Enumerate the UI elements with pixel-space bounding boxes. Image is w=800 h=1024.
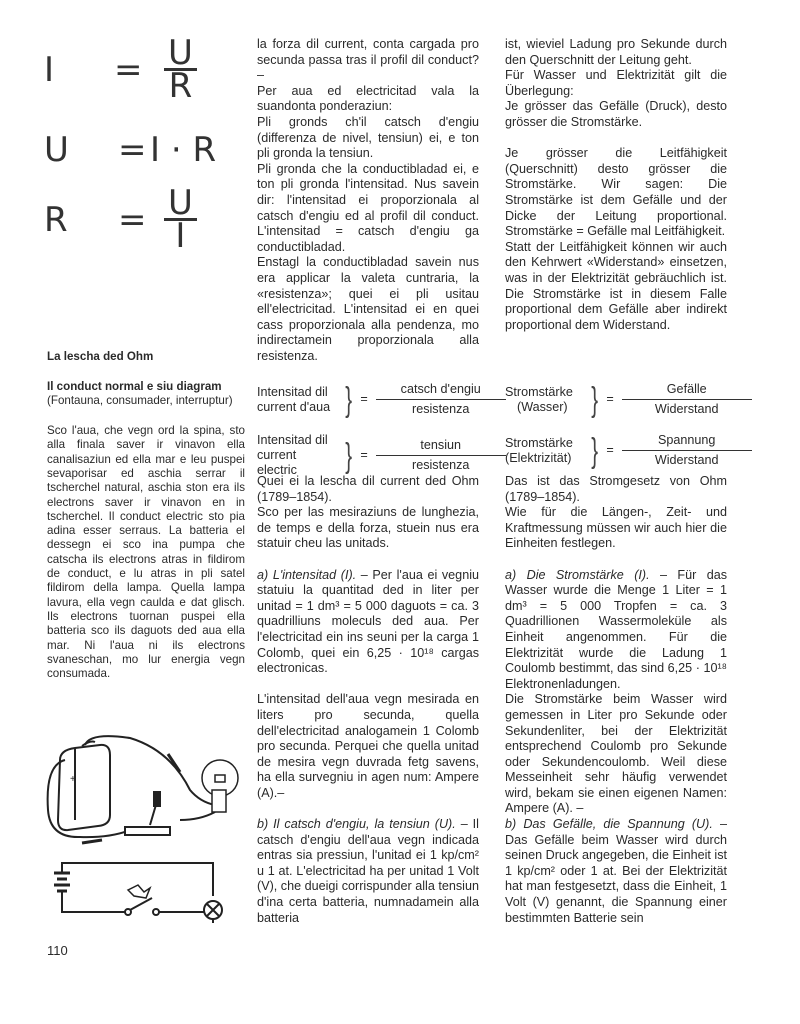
- circuit-schematic: [54, 863, 222, 923]
- paragraph: Pli gronds ch'il catsch d'engiu (differenza de nivel, tensiun) ei, e ton pli gronda la tensiun.: [257, 114, 479, 161]
- formula-equals: =: [114, 49, 143, 90]
- formula-equals: =: [118, 199, 147, 240]
- paragraph: Wie für die Längen-, Zeit- und Kraftmessung müssen wir auch hier die Einheiten festlegen.: [505, 505, 727, 551]
- brace-icon: }: [345, 380, 353, 419]
- numerator: U: [164, 188, 197, 221]
- formula-voltage: [44, 130, 216, 170]
- denominator: R: [168, 66, 193, 106]
- switch-hand-icon: [128, 885, 150, 898]
- paragraph-lead: a) Die Stromstärke (I).: [505, 567, 650, 582]
- formula-resistance: [44, 183, 197, 256]
- eq-lhs-line: Stromstärke: [505, 435, 573, 450]
- eq-lhs-line: Intensitad dil: [257, 384, 328, 399]
- formula-lhs: U: [44, 130, 69, 170]
- equation-electric-rm: [257, 433, 506, 478]
- paragraph: Die Stromstärke beim Wasser wird gemessen in Liter pro Sekunde oder Sekundenliter, bei der Elektrizität entsprechend Coulomb pro Sekunde oder Sekundencoulomb. Weil diese Messeinheit sehr häufig verwendet wird, bekam sie einen eigenen Namen: Ampere (A). –: [505, 692, 727, 816]
- paragraph: Je grösser die Leitfähigkeit (Querschnitt) desto grösser die Stromstärke. Wir sagen: Die Stromstärke ist dem Gefälle und der Dicke der Leitung proportional. Stromstärke = Gefälle mal Leitfähigkeit.: [505, 146, 727, 239]
- formula-lhs: I: [44, 49, 55, 90]
- brace-icon: }: [345, 436, 353, 475]
- brace-icon: }: [591, 431, 599, 470]
- battery-drawing: [58, 742, 110, 831]
- eq-denominator: Widerstand: [654, 402, 719, 416]
- numerator: U: [164, 38, 197, 71]
- bulb-drawing: [202, 760, 238, 812]
- eq-denominator: resistenza: [412, 402, 470, 416]
- equation-water-rm: [257, 382, 506, 417]
- paragraph: Für Wasser und Elektrizität gilt die Überlegung:: [505, 68, 727, 98]
- paragraph: [505, 817, 727, 926]
- paragraph-lead: b) Il catsch d'engiu, la tensiun (U).: [257, 817, 456, 832]
- equals-sign: =: [360, 448, 368, 462]
- paragraph-text: – Das Gefälle beim Wasser wird durch seinen Druck angegeben, die Einheit ist 1 kp/cm² oder 1 at. Bei der Elektrizität hat man festgesetzt, dass die Einheit, 1 Volt (V) genannt, die Spannung einer bestimmten Batterie sein: [505, 817, 727, 925]
- subheading: Il conduct normal e siu diagram: [47, 379, 222, 393]
- right-column: [505, 37, 727, 333]
- eq-numerator: catsch d'engiu: [376, 382, 506, 400]
- current-arrow-top: [168, 754, 180, 772]
- left-column: [47, 350, 245, 681]
- paragraph: Statt der Leitfähigkeit können wir auch den Kehrwert «Widerstand» einsetzen, was in der Elektrizität gebräuchlich ist. Die Stromstärke ist in diesem Falle proportional dem Gefälle aber indirekt proportional dem Widerstand.: [505, 239, 727, 332]
- eq-numerator: tensiun: [376, 438, 506, 456]
- formula-fraction: [164, 33, 197, 106]
- subheading-note: (Fontauna, consumader, interruptur): [47, 394, 233, 408]
- page-number: 110: [47, 943, 68, 958]
- formula-rhs: I · R: [150, 130, 217, 170]
- paragraph: la forza dil current, conta cargada pro secunda passa tras il profil dil conduct? –: [257, 37, 479, 83]
- eq-lhs-line: Stromstärke: [505, 384, 573, 399]
- paragraph: Quei ei la lescha dil current ded Ohm (1789–1854).: [257, 474, 479, 504]
- paragraph: Je grösser das Gefälle (Druck), desto grösser die Stromstärke.: [505, 99, 727, 129]
- right-column-lower: [505, 474, 727, 926]
- paragraph: Enstagl la conductibladad savein nus era applicar la valeta cuntraria, la «resistenza»; quei ei pli usitau ell'electricitad. L'intensitad ei en quei cass proporzionala alla pendenza, mo indirectamein proporzionala alla resistenza.: [257, 255, 479, 363]
- paragraph: [505, 568, 727, 693]
- paragraph: ist, wieviel Ladung pro Sekunde durch den Querschnitt der Leitung geht.: [505, 37, 727, 67]
- paragraph-text: – Il catsch d'engiu dell'aua vegn indicada entras sia pressiun, l'unitad ei 1 kp/cm² u 1 at. L'electricitad ha per unitad 1 Volt (V), che dueigi corrispunder alla tensiun d'ina certa batteria, numnadamein alla batteria: [257, 817, 479, 925]
- equals-sign: =: [360, 392, 368, 406]
- paragraph: [257, 817, 479, 926]
- eq-denominator: resistenza: [412, 458, 470, 472]
- equals-sign: =: [606, 443, 614, 457]
- eq-lhs-line: current d'aua: [257, 399, 331, 414]
- eq-denominator: Widerstand: [654, 453, 719, 467]
- formula-current: [44, 33, 197, 106]
- current-arrow-bottom: [82, 840, 102, 843]
- eq-numerator: Spannung: [622, 433, 752, 451]
- equals-sign: =: [606, 392, 614, 406]
- paragraph-text: – Für das Wasser wurde die Menge 1 Liter = 1 dm³ = 5 000 Tropfen = ca. 3 Quadrillionen Wassermoleküle als Einheit angenommen. Für die Elektrizität wurde die Ladung 1 Coulomb bestimmt, das sind 6,25 · 10¹⁸ Elektronenladungen.: [505, 567, 727, 691]
- eq-lhs-line: (Wasser): [517, 399, 568, 414]
- paragraph-lead: a) L'intensitad (I).: [257, 567, 357, 582]
- equation-electric-de: [505, 433, 752, 468]
- paragraph: [257, 568, 479, 677]
- equation-water-de: [505, 382, 752, 417]
- middle-column-lower: [257, 474, 479, 926]
- eq-lhs-line: (Elektrizität): [505, 450, 572, 465]
- section-heading: La lescha ded Ohm: [47, 350, 154, 363]
- paragraph: Das ist das Stromgesetz von Ohm (1789–1854).: [505, 474, 727, 504]
- left-body: Sco l'aua, che vegn ord la spina, sto alla finala saver ir vinavon ella canalisaziun ed ella mar e leu puspei sevaporisar ed aschia serrar il tscherchel natural, aschia ston era ils electrons saver ir vinavon en in tscherchel. Il conduct electric sto pia adina esser serraus. La batteria el dessegn ei sco ina pumpa che catscha ils electrons atras in fildirom de conduct, e lu atras in pli satel fildirom della lampa. Quella lampa lavura, ella vegn caulda e dat glisch. Ils electrons tuornan puspei ella batteria sco ils daguots ded aua ella mar. Ni l'aua ni ils electrons svaneschan, mo lur energia vegn consumada.: [47, 424, 245, 681]
- eq-lhs-line: current electric: [257, 448, 297, 477]
- paragraph: Pli gronda che la conductibladad ei, e ton pli gronda l'intensitad. Nus savein dir: l'intensitad ei proporzionala al catsch d'engiu ed al profil dil conduct. L'intensitad = catsch d'engiu ga conductibladad.: [257, 161, 479, 254]
- formula-equals: =: [118, 130, 147, 170]
- circuit-illustration: [20, 720, 250, 940]
- switch-drawing: [125, 792, 170, 835]
- paragraph-lead: b) Das Gefälle, die Spannung (U).: [505, 817, 713, 832]
- denominator: I: [175, 216, 186, 256]
- middle-column: [257, 37, 479, 364]
- paragraph: L'intensitad dell'aua vegn mesirada en liters pro secunda, quella dell'electricitad analogamein 1 Colomb pro secunda. Perquei che quella unitad de mesira vegn duvrada fetg savens, ha ella survegniu in agen num: Ampere (A).–: [257, 692, 479, 800]
- eq-numerator: Gefälle: [622, 382, 752, 400]
- paragraph: Sco per las mesiraziuns de lunghezia, de temps e della forza, stuein nus era statuir cheu las unitads.: [257, 505, 479, 551]
- formula-lhs: R: [44, 199, 68, 240]
- eq-lhs-line: Intensitad dil: [257, 433, 328, 447]
- battery-plus: +: [70, 774, 76, 785]
- paragraph: Per aua ed electricitad vala la suandonta ponderaziun:: [257, 83, 479, 114]
- formula-fraction: [164, 183, 197, 256]
- paragraph-text: – Per l'aua ei vegniu statuiu la quantitad ded in liter per unitad = 1 dm³ = 5 000 daguots = ca. 3 quadrilliuns moleculs ded aua. Per l'electricitad ein ins seuni per la carga 1 Colomb, quei ein 6,25 · 10¹⁸ cargas electronicas.: [257, 567, 479, 676]
- brace-icon: }: [591, 380, 599, 419]
